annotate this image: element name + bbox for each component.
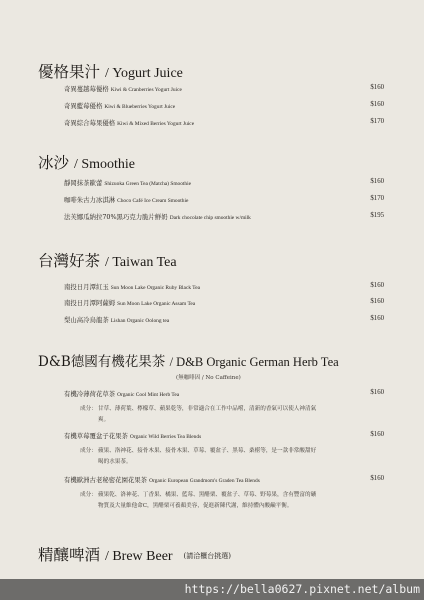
item-name-zh: 法芙娜瓜納拉70%黑巧克力脆片鮮奶 (64, 213, 168, 221)
watermark-url: https://bella0627.pixnet.net/album (184, 582, 420, 596)
item-price: $170 (370, 118, 384, 125)
ingredients-text: 甘草、薄荷葉、檸檬草、蘋果乾等，非常適合在工作中品嚐，清新的香氣可以使人神清氣爽。 (98, 406, 317, 423)
item-name-en: Organic European Grandmom's Graden Tea Blends (149, 478, 260, 484)
item-name-zh: 奇異藍莓優格 (64, 102, 103, 110)
section-title-en: / Yogurt Juice (104, 66, 183, 81)
item-name-en: Choco Café Ice Cream Smoothie (117, 198, 189, 204)
menu-item (64, 431, 384, 440)
ingredients-text: 蘋果、洛神花、接骨木果、接骨木果、草莓、覆盆子、黑莓、桑椹等，是一款非常酸甜好喝的水果茶。 (98, 448, 317, 465)
item-name-en: Organic Cool Mint Herb Tea (117, 392, 180, 398)
item-name-zh: 有機草莓覆盆子花果茶 (64, 432, 128, 440)
menu-item (64, 298, 384, 307)
item-price: $160 (370, 101, 384, 108)
item-price: $160 (370, 298, 384, 305)
item-price: $170 (370, 195, 384, 202)
section-title-en: / D&B Organic German Herb Tea (169, 355, 339, 369)
section-title-smoothie (38, 151, 135, 173)
item-name-zh: 梨山高冷烏龍茶 (64, 316, 109, 324)
item-price: $160 (370, 178, 384, 185)
ingredients-label: 成分： (80, 448, 97, 454)
item-description (80, 490, 320, 511)
item-name-en: Kiwi & Mixed Berries Yogurt Juice (117, 121, 195, 127)
no-caffeine-note: (無咖啡因 / No Caffeine) (176, 375, 241, 381)
ingredients-label: 成分： (80, 406, 97, 412)
menu-item (64, 118, 384, 127)
section-title-zh: 冰沙 (38, 154, 70, 172)
item-name-en: Sun Moon Lake Organic Ruby Black Tea (110, 285, 200, 291)
item-price: $160 (370, 431, 384, 438)
menu-item (64, 178, 384, 187)
section-title-zh: 精釀啤酒 (38, 546, 101, 564)
item-price: $195 (370, 212, 384, 219)
item-price: $160 (370, 84, 384, 91)
item-price: $160 (370, 315, 384, 322)
ingredients-text: 蘋果乾、洛神花、丁香果、橘果、藍莓、黑醋栗、覆盆子、草莓、野莓果，含有豐富的礦物質及大量維他命C，黑醋栗可養顏美容，促進新陳代謝，維持體內酸鹼平衡。 (98, 492, 317, 509)
item-name-zh: 南投日月潭紅玉 (64, 283, 109, 291)
menu-item (64, 212, 384, 221)
menu-item (64, 101, 384, 110)
item-name-en: Shizuoka Green Tea (Matcha) Smoothie (104, 181, 191, 187)
item-name-en: Lishan Organic Oolong tea (110, 318, 170, 324)
item-name-zh: 靜岡抹茶歐蕾 (64, 179, 103, 187)
section-title-yogurt (38, 60, 183, 82)
section-title-zh: 台灣好茶 (38, 252, 101, 270)
item-name-en: Organic Wild Berries Tea Blends (129, 434, 202, 440)
item-price: $160 (370, 389, 384, 396)
section-title-beer (38, 543, 231, 565)
item-name-en: Dark chocolate chip smoothie w/milk (169, 215, 251, 221)
menu-item (64, 389, 384, 398)
item-name-zh: 南投日月潭阿薩姆 (64, 299, 116, 307)
section-title-zh: 優格果汁 (38, 63, 101, 81)
item-name-zh: 有機歐洲古老秘密花園花果茶 (64, 476, 148, 484)
menu-item (64, 84, 384, 93)
section-title-herb-tea (38, 350, 339, 370)
menu-item (64, 282, 384, 291)
item-name-zh: 有機冷薄荷花草茶 (64, 390, 116, 398)
item-name-en: Kiwi & Blueberries Yogurt Juice (104, 104, 176, 110)
item-price: $160 (370, 475, 384, 482)
item-name-zh: 奇異綜合莓果優格 (64, 119, 116, 127)
section-title-taiwan-tea (38, 249, 177, 271)
ingredients-label: 成分： (80, 492, 97, 498)
item-description (80, 404, 320, 425)
beer-note: (請洽櫃台挑選) (183, 552, 232, 560)
item-name-en: Kiwi & Cranberries Yogurt Juice (110, 87, 182, 93)
section-title-en: / Brew Beer (104, 549, 173, 564)
item-name-zh: 奇異蔓越莓優格 (64, 85, 109, 93)
item-name-en: Sun Moon Lake Organic Assam Tea (117, 301, 196, 307)
section-title-en: / Taiwan Tea (104, 255, 177, 270)
item-price: $160 (370, 282, 384, 289)
item-description (80, 446, 320, 467)
section-title-en: / Smoothie (73, 157, 136, 172)
watermark-bar (0, 579, 424, 600)
section-title-zh: D&B德國有機花果茶 (38, 354, 166, 370)
item-name-zh: 咖啡朱古力冰淇淋 (64, 196, 116, 204)
menu-item (64, 195, 384, 204)
menu-item (64, 315, 384, 324)
menu-item (64, 475, 384, 484)
